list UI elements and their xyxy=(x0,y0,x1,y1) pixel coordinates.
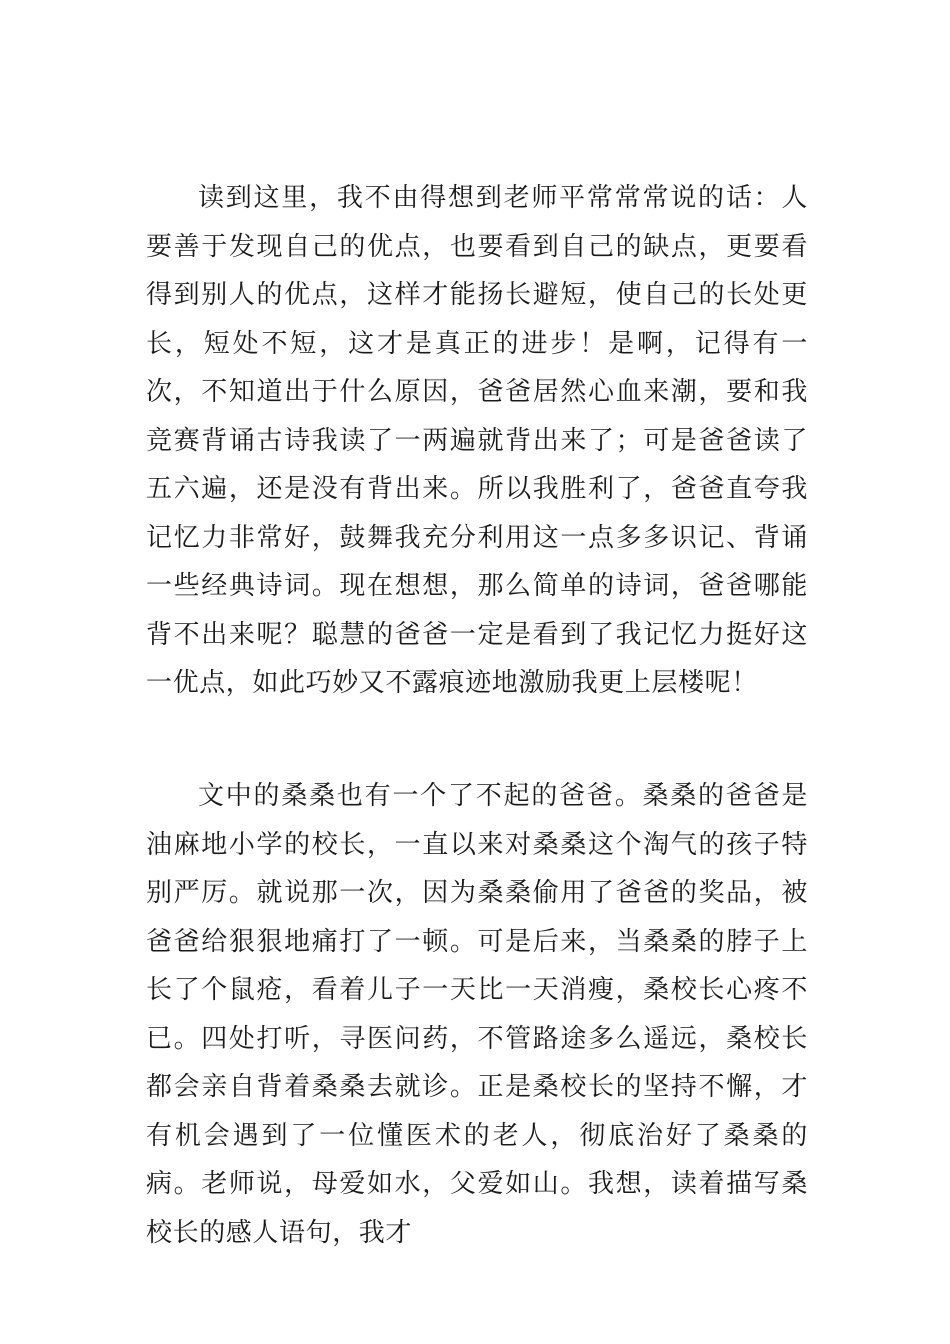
body-paragraph-2: 文中的桑桑也有一个了不起的爸爸。桑桑的爸爸是油麻地小学的校长，一直以来对桑桑这个淘气的孩子特别严厉。就说那一次，因为桑桑偷用了爸爸的奖品，被爸爸给狠狠地痛打了一顿。可是后来，当桑桑的脖子上长了个鼠疮，看着儿子一天比一天消瘦，桑校长心疼不已。四处打听，寻医问药，不管路途多么遥远，桑校长都会亲自背着桑桑去就诊。正是桑校长的坚持不懈，才有机会遇到了一位懂医术的老人，彻底治好了桑桑的病。老师说，母爱如水，父爱如山。我想，读着描写桑校长的感人语句，我才 xyxy=(146,781,808,1248)
body-paragraph-1: 读到这里，我不由得想到老师平常常常说的话：人要善于发现自己的优点，也要看到自己的缺点，更要看得到别人的优点，这样才能扬长避短，使自己的长处更长，短处不短，这才是真正的进步！是啊，记得有一次，不知道出于什么原因，爸爸居然心血来潮，要和我竞赛背诵古诗我读了一两遍就背出来了；可是爸爸读了五六遍，还是没有背出来。所以我胜利了，爸爸直夸我记忆力非常好，鼓舞我充分利用这一点多多识记、背诵一些经典诗词。现在想想，那么简单的诗词，爸爸哪能背不出来呢？聪慧的爸爸一定是看到了我记忆力挺好这一优点，如此巧妙又不露痕迹地激励我更上层楼呢！ xyxy=(146,183,808,698)
